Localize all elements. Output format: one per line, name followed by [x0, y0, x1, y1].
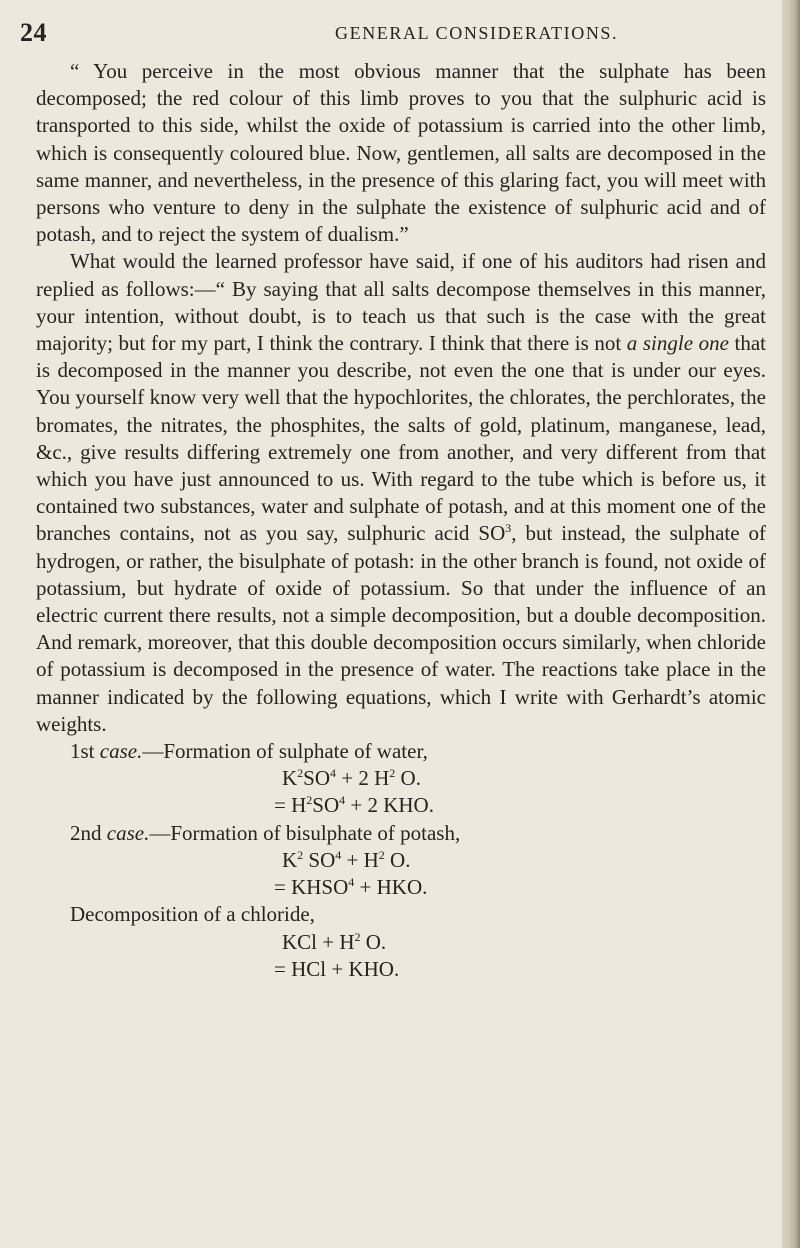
- body-text: [36, 58, 766, 983]
- case-3-heading: Decomposition of a chloride,: [70, 902, 315, 927]
- equation-term: O.: [395, 766, 421, 791]
- equation-term: O.: [360, 929, 387, 954]
- case-1-label: case.: [99, 739, 143, 764]
- equation-term: KCl + H: [282, 929, 355, 954]
- running-head: [20, 18, 765, 48]
- equation-term: + HKO.: [354, 875, 428, 900]
- equation-subscript: 2: [354, 929, 361, 944]
- equation-subscript: 2: [297, 766, 304, 781]
- paragraph-reply-part-1: What would the learned professor have said, if one of his auditors had risen and replied as follows:—“ By saying that all salts decompose themselves in this manner, your intention, without doubt, is to teach us that such is the case with the great majority; but for my part, I think the contrary. I think that there is not: [36, 249, 766, 356]
- case-2-label: case.: [106, 820, 150, 845]
- case-2-heading: [36, 820, 766, 847]
- equation-subscript: 4: [348, 875, 355, 890]
- equation-term: K: [282, 766, 298, 791]
- equation-2a: [36, 847, 766, 874]
- equation-2b: [36, 874, 766, 901]
- equation-subscript: 4: [330, 766, 337, 781]
- equation-subscript: 2: [306, 793, 313, 808]
- equation-term: = HCl + KHO.: [274, 956, 400, 981]
- equation-term: = KHSO: [274, 875, 349, 900]
- equation-term: O.: [384, 847, 411, 872]
- emphasis-single-one: a single one: [626, 331, 729, 356]
- paragraph-reply-part-2: that is decomposed in the manner you describe, not even the one that is under our eyes. You yourself know very well that the hypochlorites, the chlorates, the perchlorates, the bromates, the nitrates, the phosphites, the salts of gold, platinum, manganese, lead, &c., give results differing extremely one from another, and very different from that which you have just announced to us. With regard to the tube which is before us, it contained two substances, water and sulphate of potash, and at this moment one of the branches contains, not as you say, sulphuric acid SO: [36, 331, 767, 546]
- equation-term: = H: [274, 793, 307, 818]
- case-1-description: —Formation of sulphate of water,: [142, 739, 428, 764]
- case-2-number: 2nd: [70, 820, 107, 845]
- superscript-so3: 3: [505, 521, 512, 536]
- equation-term: SO: [303, 847, 336, 872]
- running-head-title: GENERAL CONSIDERATIONS.: [335, 23, 619, 43]
- equation-term: SO: [303, 766, 331, 791]
- equation-subscript: 2: [389, 766, 396, 781]
- paragraph-reply: [36, 248, 766, 738]
- paragraph-reply-part-3: , but instead, the sulphate of hydrogen, or rather, the bisulphate of potash: in the other branch is found, not oxide of potassium, but hydrate of oxide of potassium. So that under the influence of an electric current there results, not a simple decomposition, but a double decomposition. And remark, moreover, that this double decomposition occurs similarly, when chloride of potassium is decomposed in the presence of water. The reactions take place in the manner indicated by the following equations, which I write with Gerhardt’s atomic weights.: [36, 521, 767, 736]
- equation-term: SO: [312, 793, 340, 818]
- equation-term: + H: [341, 847, 379, 872]
- equation-1a: [36, 765, 766, 792]
- case-1-heading: [36, 738, 766, 765]
- equation-3b: [36, 956, 766, 983]
- equation-term: K: [282, 847, 298, 872]
- case-1-number: 1st: [70, 739, 100, 764]
- equation-term: + 2 H: [336, 766, 390, 791]
- paragraph-quote: “ You perceive in the most obvious manner that the sulphate has been decomposed; the red colour of this limb proves to you that the sulphuric acid is transported to this side, whilst the oxide of potassium is carried into the other limb, which is consequently coloured blue. Now, gentlemen, all salts are decomposed in the same manner, and nevertheless, in the presence of this glaring fact, you will meet with persons who venture to deny in the sulphate the existence of sulphuric acid and of potash, and to reject the system of dualism.”: [36, 59, 766, 247]
- equation-subscript: 2: [378, 847, 385, 862]
- equation-subscript: 2: [297, 847, 304, 862]
- page-number: 24: [20, 18, 47, 47]
- page-edge-shadow: [782, 0, 800, 1248]
- equation-subscript: 4: [339, 793, 346, 808]
- case-2-description: —Formation of bisulphate of potash,: [149, 820, 461, 845]
- equation-term: + 2 KHO.: [345, 793, 434, 818]
- equation-1b: [36, 792, 766, 819]
- equation-subscript: 4: [335, 847, 342, 862]
- equation-3a: [36, 929, 766, 956]
